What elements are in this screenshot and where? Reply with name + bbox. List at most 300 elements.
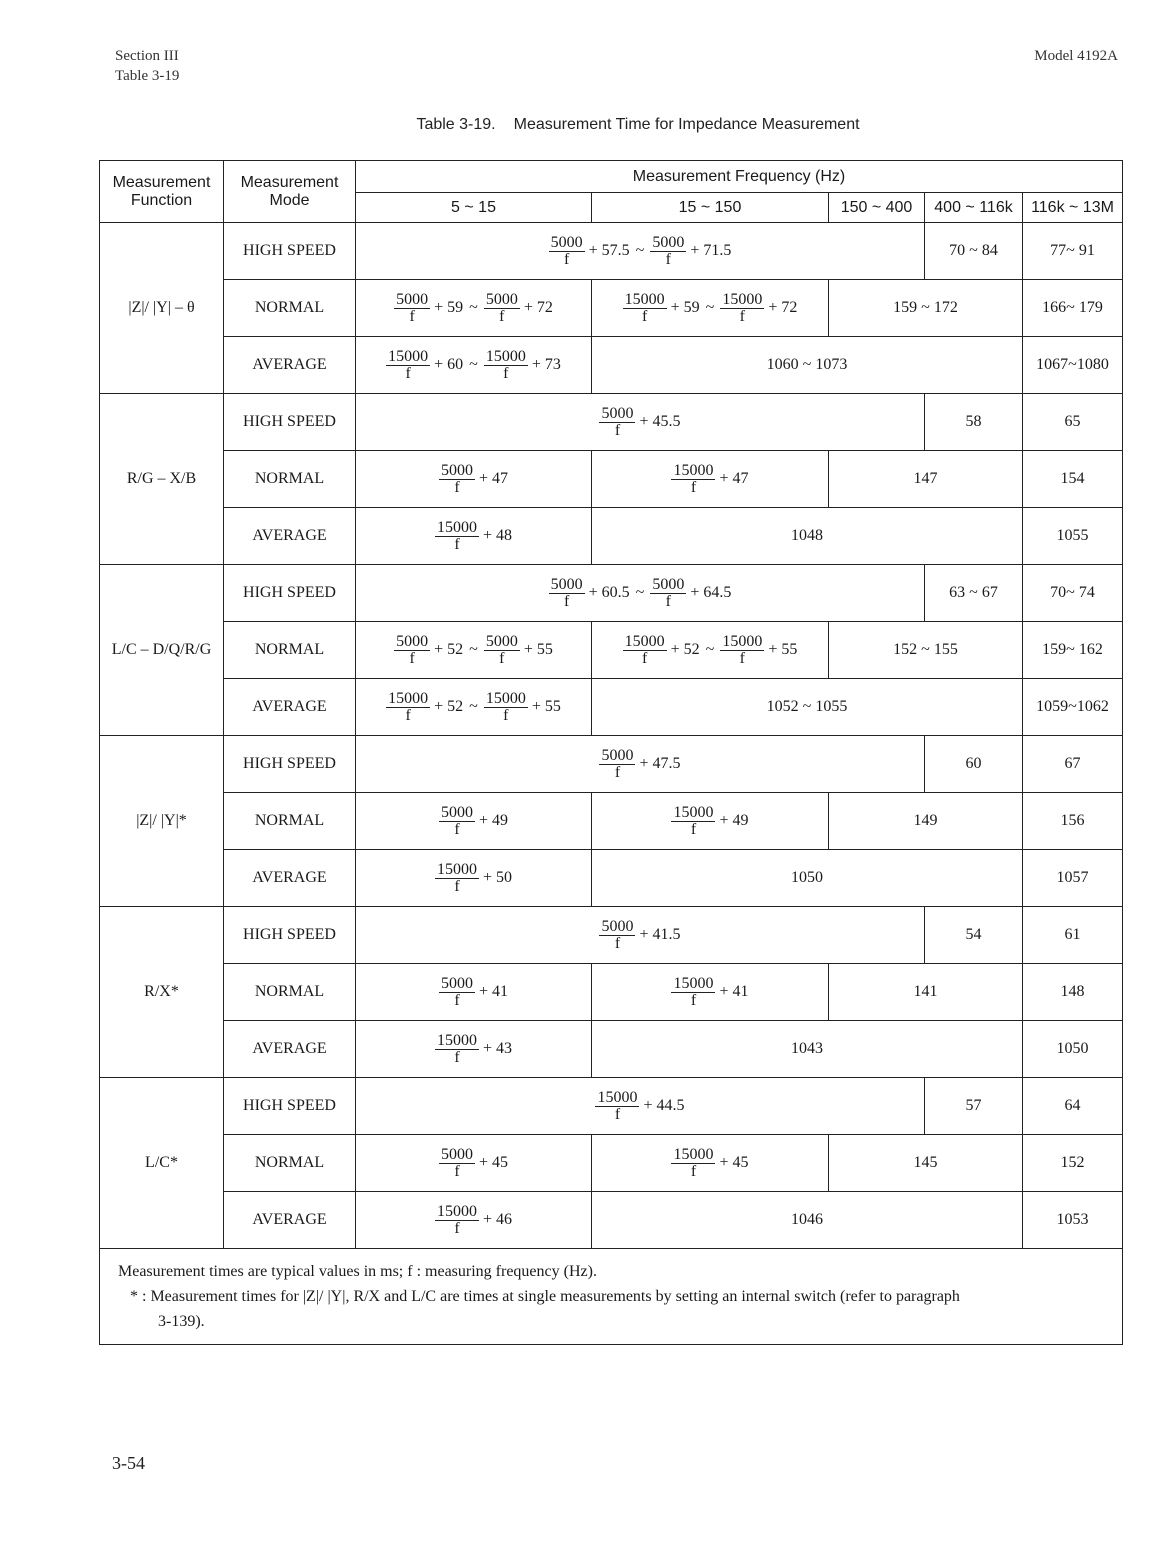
page-number: 3-54 — [112, 1453, 145, 1473]
denominator: f — [454, 820, 460, 838]
denominator: f — [454, 877, 460, 895]
time-range-expression — [549, 575, 732, 610]
row-normal — [100, 451, 1123, 508]
mode-normal: NORMAL — [224, 451, 356, 508]
cell-5-15 — [356, 337, 592, 394]
constant: + 59 — [670, 298, 700, 316]
time-range-expression — [394, 290, 553, 325]
time-value: 64 — [1064, 1097, 1081, 1114]
constant: + 72 — [768, 298, 798, 316]
denominator: f — [454, 478, 460, 496]
table-title-text: Measurement Time for Impedance Measurement — [513, 116, 860, 133]
denominator: f — [563, 592, 570, 610]
col-header-mode: Measurement Mode — [224, 161, 356, 223]
time-range-expression — [623, 290, 798, 325]
cell-400-116k — [925, 223, 1023, 280]
fraction — [484, 634, 520, 667]
denominator: f — [454, 991, 460, 1009]
constant: + 71.5 — [690, 241, 732, 259]
time-expression — [439, 461, 509, 496]
fraction — [435, 1033, 479, 1066]
fraction — [599, 406, 635, 439]
time-value: 147 — [913, 470, 938, 487]
time-value: 148 — [1060, 983, 1085, 1000]
note-star: * : — [130, 1288, 147, 1305]
fraction — [623, 634, 667, 667]
fraction — [439, 463, 475, 496]
time-expression — [439, 1145, 509, 1180]
numerator: 15000 — [624, 290, 665, 308]
constant: + 44.5 — [643, 1096, 685, 1114]
mode-average: AVERAGE — [224, 1021, 356, 1078]
cell-15-116k — [592, 337, 1023, 394]
cell-400-116k — [925, 736, 1023, 793]
constant: + 60.5 — [588, 583, 630, 601]
cell-150-116k — [829, 964, 1023, 1021]
measurement-function: R/G – X/B — [100, 394, 224, 565]
cell-5-400 — [356, 907, 925, 964]
numerator: 15000 — [436, 1031, 477, 1049]
denominator: f — [739, 307, 745, 325]
cell-5-400 — [356, 736, 925, 793]
mode-average: AVERAGE — [224, 850, 356, 907]
tilde: ~ — [635, 241, 645, 259]
numerator: 5000 — [485, 290, 518, 308]
cell-116k-13m — [1023, 679, 1123, 736]
note-line-2 — [118, 1284, 1108, 1309]
cell-116k-13m — [1023, 622, 1123, 679]
cell-150-116k — [829, 280, 1023, 337]
cell-150-116k — [829, 451, 1023, 508]
mode-average: AVERAGE — [224, 337, 356, 394]
fraction — [720, 292, 764, 325]
time-value: 166~ 179 — [1042, 299, 1103, 316]
numerator: 5000 — [652, 233, 685, 251]
cell-5-400 — [356, 223, 925, 280]
constant: + 57.5 — [588, 241, 630, 259]
constant: + 52 — [670, 640, 700, 658]
cell-5-15 — [356, 1021, 592, 1078]
constant: + 41 — [478, 982, 509, 1000]
denominator: f — [641, 307, 648, 325]
time-value: 1050 — [791, 869, 823, 886]
time-expression — [671, 461, 749, 496]
fraction — [595, 1090, 639, 1123]
cell-116k-13m — [1023, 1192, 1123, 1249]
numerator: 5000 — [550, 233, 583, 251]
cell-5-15 — [356, 1192, 592, 1249]
denominator: f — [503, 364, 509, 382]
header-row — [100, 161, 1123, 193]
fraction — [484, 349, 528, 382]
cell-15-116k — [592, 1021, 1023, 1078]
cell-15-150 — [592, 1135, 829, 1192]
numerator: 15000 — [722, 290, 763, 308]
row-normal — [100, 793, 1123, 850]
fraction — [386, 691, 430, 724]
fraction — [599, 919, 635, 952]
mode-normal: NORMAL — [224, 1135, 356, 1192]
time-value: 141 — [913, 983, 938, 1000]
mode-high-speed: HIGH SPEED — [224, 1078, 356, 1135]
cell-150-116k — [829, 622, 1023, 679]
measurement-function: L/C* — [100, 1078, 224, 1249]
row-average — [100, 337, 1123, 394]
mode-normal: NORMAL — [224, 964, 356, 1021]
row-normal — [100, 622, 1123, 679]
denominator: f — [614, 421, 621, 439]
time-value: 1050 — [1056, 1040, 1089, 1057]
cell-400-116k — [925, 394, 1023, 451]
table-title — [0, 116, 1176, 134]
constant: + 41.5 — [639, 925, 681, 943]
mode-high-speed: HIGH SPEED — [224, 907, 356, 964]
cell-5-15 — [356, 508, 592, 565]
denominator: f — [454, 1162, 460, 1180]
time-expression — [435, 1031, 513, 1066]
constant: + 41 — [719, 982, 749, 1000]
fraction — [435, 520, 479, 553]
denominator: f — [503, 706, 509, 724]
denominator: f — [614, 763, 621, 781]
constant: + 64.5 — [690, 583, 732, 601]
time-value: 1048 — [791, 527, 823, 544]
cell-15-116k — [592, 679, 1023, 736]
fraction — [439, 976, 475, 1009]
time-value: 67 — [1064, 755, 1081, 772]
fraction — [650, 577, 686, 610]
cell-116k-13m — [1023, 508, 1123, 565]
cell-116k-13m — [1023, 964, 1123, 1021]
cell-5-15 — [356, 850, 592, 907]
cell-15-150 — [592, 793, 829, 850]
constant: + 72 — [523, 298, 553, 316]
denominator: f — [409, 307, 415, 325]
tilde: ~ — [635, 583, 645, 601]
row-normal — [100, 964, 1123, 1021]
constant: + 48 — [482, 526, 513, 544]
band-header: 400 ~ 116k — [925, 193, 1023, 223]
fraction — [671, 1147, 715, 1180]
mode-average: AVERAGE — [224, 1192, 356, 1249]
cell-5-400 — [356, 565, 925, 622]
time-expression — [599, 404, 681, 439]
time-expression — [671, 1145, 749, 1180]
denominator: f — [665, 592, 671, 610]
tilde: ~ — [469, 640, 478, 658]
fraction — [394, 292, 430, 325]
denominator: f — [405, 706, 411, 724]
time-value: 54 — [965, 926, 982, 943]
cell-400-116k — [925, 907, 1023, 964]
time-value: 77~ 91 — [1050, 242, 1095, 259]
cell-116k-13m — [1023, 1135, 1123, 1192]
fraction — [439, 805, 475, 838]
row-normal — [100, 280, 1123, 337]
constant: + 45 — [719, 1153, 749, 1171]
denominator: f — [739, 649, 745, 667]
cell-15-116k — [592, 850, 1023, 907]
time-range-expression — [386, 347, 561, 382]
cell-15-150 — [592, 964, 829, 1021]
time-value: 1057 — [1056, 869, 1089, 886]
constant: + 55 — [768, 640, 798, 658]
fraction — [386, 349, 430, 382]
numerator: 5000 — [396, 632, 429, 650]
time-range-expression — [386, 689, 561, 724]
cell-5-15 — [356, 793, 592, 850]
time-expression — [439, 974, 509, 1009]
time-expression — [599, 746, 681, 781]
constant: + 52 — [434, 640, 464, 658]
mode-high-speed: HIGH SPEED — [224, 565, 356, 622]
row-average — [100, 1192, 1123, 1249]
denominator: f — [454, 1048, 460, 1066]
denominator: f — [690, 820, 697, 838]
numerator: 15000 — [673, 974, 714, 992]
measurement-function: L/C – D/Q/R/G — [100, 565, 224, 736]
table-title-number: Table 3-19. — [416, 116, 496, 133]
time-expression — [599, 917, 681, 952]
time-value: 70~ 74 — [1050, 584, 1095, 601]
cell-116k-13m — [1023, 223, 1123, 280]
denominator: f — [641, 649, 648, 667]
time-value: 63 ~ 67 — [949, 584, 998, 601]
numerator: 5000 — [440, 974, 473, 992]
numerator: 15000 — [485, 347, 526, 365]
row-high-speed — [100, 1078, 1123, 1135]
time-value: 1053 — [1056, 1211, 1089, 1228]
time-value: 159 ~ 172 — [893, 299, 958, 316]
header-left — [115, 46, 179, 86]
denominator: f — [690, 991, 697, 1009]
fraction — [435, 1204, 479, 1237]
numerator: 5000 — [601, 917, 634, 935]
fraction — [549, 235, 585, 268]
time-value: 1059~1062 — [1036, 698, 1109, 715]
measurement-function: |Z|/ |Y|* — [100, 736, 224, 907]
fraction — [394, 634, 430, 667]
tilde: ~ — [705, 640, 715, 658]
row-high-speed — [100, 736, 1123, 793]
numerator: 15000 — [597, 1088, 638, 1106]
time-expression — [435, 1202, 513, 1237]
constant: + 45.5 — [639, 412, 681, 430]
cell-15-116k — [592, 508, 1023, 565]
time-value: 58 — [965, 413, 982, 430]
denominator: f — [405, 364, 411, 382]
constant: + 59 — [434, 298, 464, 316]
mode-average: AVERAGE — [224, 508, 356, 565]
numerator: 15000 — [673, 461, 714, 479]
col-header-frequency: Measurement Frequency (Hz) — [356, 161, 1123, 193]
constant: + 47.5 — [639, 754, 681, 772]
tilde: ~ — [705, 298, 715, 316]
tilde: ~ — [469, 298, 478, 316]
denominator: f — [665, 250, 671, 268]
numerator: 5000 — [440, 803, 473, 821]
fraction — [671, 805, 715, 838]
cell-116k-13m — [1023, 793, 1123, 850]
band-header: 116k ~ 13M — [1023, 193, 1123, 223]
col-header-function: Measurement Function — [100, 161, 224, 223]
denominator: f — [499, 649, 505, 667]
notes-row — [100, 1249, 1123, 1345]
measurement-time-table — [99, 160, 1123, 1345]
fraction — [720, 634, 764, 667]
denominator: f — [690, 1162, 697, 1180]
time-expression — [435, 518, 513, 553]
time-value: 70 ~ 84 — [949, 242, 998, 259]
time-value: 1052 ~ 1055 — [766, 698, 848, 715]
numerator: 15000 — [388, 347, 429, 365]
row-average — [100, 850, 1123, 907]
note-line-1: Measurement times are typical values in ms; f : measuring frequency (Hz). — [118, 1263, 597, 1280]
numerator: 5000 — [485, 632, 518, 650]
constant: + 55 — [523, 640, 553, 658]
row-high-speed — [100, 565, 1123, 622]
time-range-expression — [394, 632, 553, 667]
mode-high-speed: HIGH SPEED — [224, 394, 356, 451]
numerator: 5000 — [601, 746, 634, 764]
row-average — [100, 508, 1123, 565]
cell-15-116k — [592, 1192, 1023, 1249]
time-value: 1060 ~ 1073 — [766, 356, 848, 373]
measurement-function: |Z|/ |Y| – θ — [100, 223, 224, 394]
note-line-2-text: Measurement times for |Z|/ |Y|, R/X and L/C are times at single measurements by setting an internal switch (refer to paragraph — [150, 1288, 960, 1305]
band-header: 5 ~ 15 — [356, 193, 592, 223]
constant: + 46 — [482, 1210, 513, 1228]
constant: + 73 — [531, 355, 561, 373]
fraction — [439, 1147, 475, 1180]
note-line-3: 3-139). — [158, 1313, 205, 1330]
cell-116k-13m — [1023, 451, 1123, 508]
numerator: 15000 — [436, 518, 477, 536]
cell-15-150 — [592, 280, 829, 337]
cell-400-116k — [925, 1078, 1023, 1135]
mode-high-speed: HIGH SPEED — [224, 736, 356, 793]
cell-5-15 — [356, 1135, 592, 1192]
numerator: 5000 — [601, 404, 634, 422]
numerator: 5000 — [396, 290, 429, 308]
cell-5-15 — [356, 280, 592, 337]
cell-5-15 — [356, 679, 592, 736]
denominator: f — [454, 1219, 460, 1237]
section-label: Section III — [115, 48, 179, 64]
cell-15-150 — [592, 451, 829, 508]
time-range-expression — [623, 632, 798, 667]
measurement-function: R/X* — [100, 907, 224, 1078]
mode-high-speed: HIGH SPEED — [224, 223, 356, 280]
row-high-speed — [100, 394, 1123, 451]
denominator: f — [690, 478, 697, 496]
cell-116k-13m — [1023, 1021, 1123, 1078]
time-expression — [671, 803, 749, 838]
fraction — [671, 976, 715, 1009]
time-expression — [439, 803, 509, 838]
time-value: 1067~1080 — [1036, 356, 1109, 373]
time-expression — [435, 860, 513, 895]
mode-normal: NORMAL — [224, 622, 356, 679]
time-value: 57 — [965, 1097, 982, 1114]
fraction — [623, 292, 667, 325]
band-header: 15 ~ 150 — [592, 193, 829, 223]
tilde: ~ — [469, 697, 478, 715]
row-average — [100, 679, 1123, 736]
fraction — [435, 862, 479, 895]
tilde: ~ — [469, 355, 478, 373]
time-expression — [671, 974, 749, 1009]
cell-116k-13m — [1023, 394, 1123, 451]
time-expression — [595, 1088, 685, 1123]
time-value: 60 — [965, 755, 982, 772]
cell-5-15 — [356, 964, 592, 1021]
cell-116k-13m — [1023, 907, 1123, 964]
numerator: 15000 — [485, 689, 526, 707]
time-value: 149 — [913, 812, 938, 829]
denominator: f — [454, 535, 460, 553]
constant: + 55 — [531, 697, 561, 715]
time-value: 1046 — [791, 1211, 823, 1228]
numerator: 15000 — [673, 803, 714, 821]
numerator: 5000 — [550, 575, 583, 593]
row-high-speed — [100, 907, 1123, 964]
denominator: f — [409, 649, 415, 667]
fraction — [671, 463, 715, 496]
constant: + 52 — [434, 697, 464, 715]
fraction — [549, 577, 585, 610]
cell-116k-13m — [1023, 280, 1123, 337]
denominator: f — [614, 934, 621, 952]
time-value: 152 ~ 155 — [893, 641, 958, 658]
mode-normal: NORMAL — [224, 793, 356, 850]
time-value: 1043 — [791, 1040, 823, 1057]
table-notes — [100, 1249, 1123, 1345]
fraction — [599, 748, 635, 781]
cell-116k-13m — [1023, 1078, 1123, 1135]
numerator: 15000 — [436, 860, 477, 878]
numerator: 15000 — [388, 689, 429, 707]
constant: + 49 — [478, 811, 509, 829]
cell-5-400 — [356, 394, 925, 451]
numerator: 15000 — [436, 1202, 477, 1220]
cell-116k-13m — [1023, 337, 1123, 394]
constant: + 49 — [719, 811, 749, 829]
constant: + 60 — [434, 355, 464, 373]
cell-116k-13m — [1023, 850, 1123, 907]
cell-150-116k — [829, 793, 1023, 850]
time-value: 1055 — [1056, 527, 1089, 544]
cell-5-15 — [356, 451, 592, 508]
fraction — [484, 691, 528, 724]
cell-116k-13m — [1023, 736, 1123, 793]
time-value: 159~ 162 — [1042, 641, 1103, 658]
constant: + 45 — [478, 1153, 509, 1171]
constant: + 47 — [478, 469, 509, 487]
table-body — [100, 223, 1123, 1249]
cell-5-400 — [356, 1078, 925, 1135]
row-normal — [100, 1135, 1123, 1192]
numerator: 5000 — [440, 1145, 473, 1163]
fraction — [650, 235, 686, 268]
time-value: 156 — [1060, 812, 1085, 829]
time-value: 145 — [913, 1154, 938, 1171]
cell-400-116k — [925, 565, 1023, 622]
time-value: 65 — [1064, 413, 1081, 430]
constant: + 47 — [719, 469, 749, 487]
mode-normal: NORMAL — [224, 280, 356, 337]
numerator: 5000 — [440, 461, 473, 479]
